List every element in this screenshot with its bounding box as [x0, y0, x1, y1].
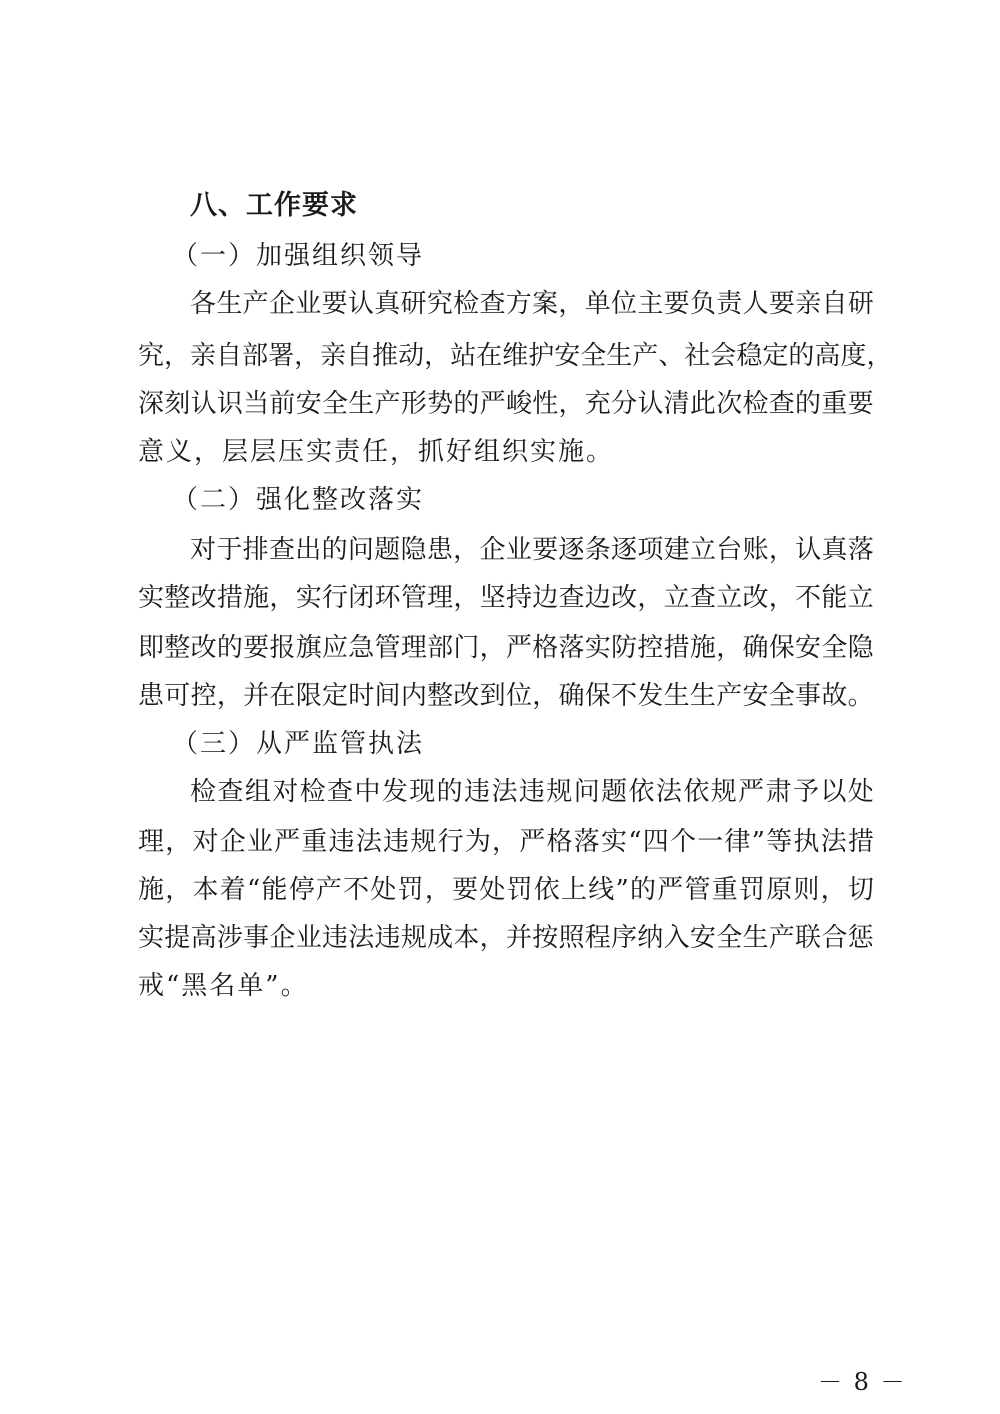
subheading-strict-enforcement: （三）从严监管执法 [172, 729, 425, 759]
paragraph-line: 各 生 产 企 业 要 认 真 研 究 检 查 方 案 ， 单 位 主 要 负 责 人 要 亲 自 研 [190, 289, 874, 319]
paragraph-line: 究 ， 亲 自 部 署 ， 亲 自 推 动 ， 站 在 维 护 安 全 生 产 、 社 会 稳 定 的 高 度 ， [138, 341, 893, 371]
paragraph-line: 检 查 组 对 检 查 中 发 现 的 违 法 违 规 问 题 依 法 依 规 严 肃 予 以 处 [190, 777, 874, 807]
paragraph-line: 实 提 高 涉 事 企 业 违 法 违 规 成 本 ， 并 按 照 程 序 纳 入 安 全 生 产 联 合 惩 [138, 923, 874, 953]
subheading-rectification: （二）强化整改落实 [172, 485, 425, 515]
paragraph-line: 理 ， 对 企 业 严 重 违 法 违 规 行 为 ， 严 格 落 实 “ 四 个 一 律 ” 等 执 法 措 [138, 827, 874, 857]
paragraph-line: 意义，层层压实责任，抓好组织实施。 [138, 437, 615, 467]
paragraph-line: 患 可 控 ， 并 在 限 定 时 间 内 整 改 到 位 ， 确 保 不 发 生 生 产 安 全 事 故 。 [138, 681, 874, 711]
paragraph-line: 对 于 排 查 出 的 问 题 隐 患 ， 企 业 要 逐 条 逐 项 建 立 台 账 ， 认 真 落 [190, 535, 874, 565]
paragraph-line: 即 整 改 的 要 报 旗 应 急 管 理 部 门 ， 严 格 落 实 防 控 措 施 ， 确 保 安 全 隐 [138, 633, 874, 663]
paragraph-line: 深 刻 认 识 当 前 安 全 生 产 形 势 的 严 峻 性 ， 充 分 认 清 此 次 检 查 的 重 要 [138, 389, 874, 419]
paragraph-line: 实 整 改 措 施 ， 实 行 闭 环 管 理 ， 坚 持 边 查 边 改 ， 立 查 立 改 ， 不 能 立 [138, 583, 874, 613]
subheading-strengthen-leadership: （一）加强组织领导 [172, 241, 425, 271]
section-heading: 八、工作要求 [190, 190, 358, 221]
page-number: － 8 － [818, 1368, 907, 1396]
paragraph-line: 施 ， 本 着 “ 能 停 产 不 处 罚 ， 要 处 罚 依 上 线 ” 的 严 管 重 罚 原 则 ， 切 [138, 875, 874, 905]
paragraph-line: 戒“黑名单”。 [138, 971, 309, 1001]
